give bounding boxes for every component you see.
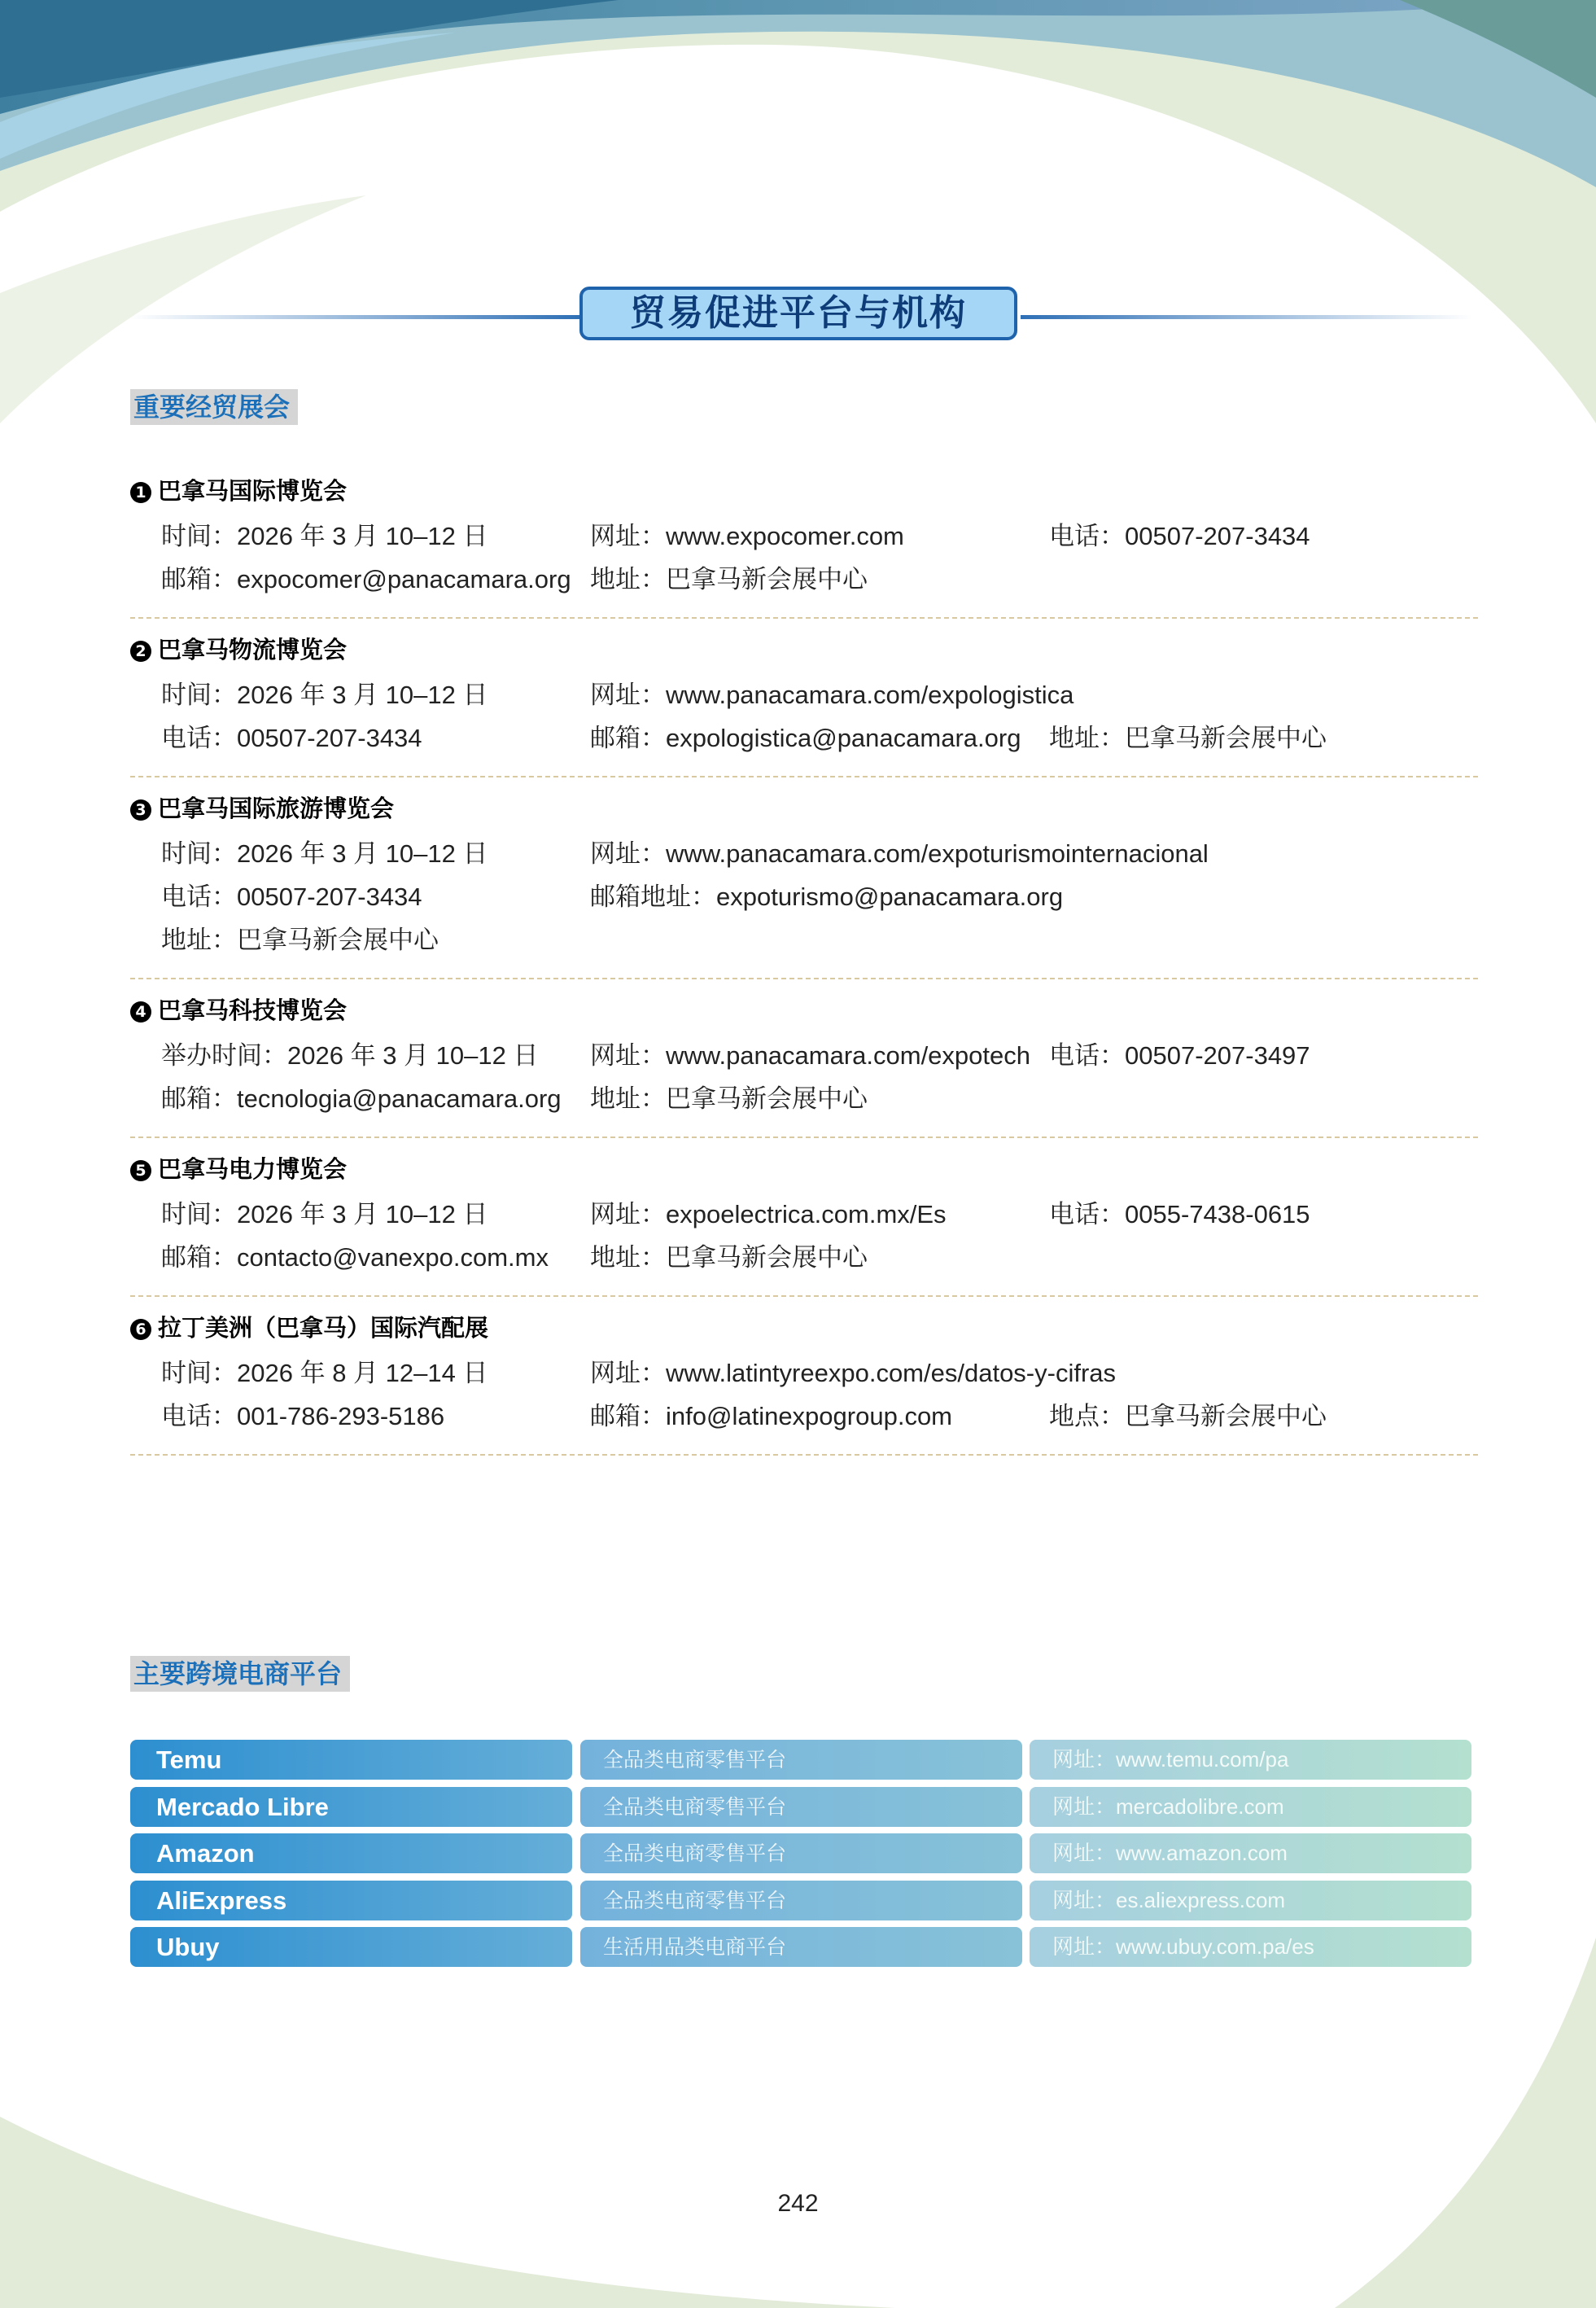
expo-title bbox=[130, 467, 1478, 515]
expo-info-field: 网址：www.expocomer.com bbox=[590, 522, 904, 550]
platform-row bbox=[130, 1787, 1471, 1827]
expo-name: 巴拿马电力博览会 bbox=[158, 1155, 348, 1183]
expo-info-field: 邮箱：tecnologia@panacamara.org bbox=[161, 1084, 562, 1113]
expo-list bbox=[130, 467, 1478, 1456]
platform-table bbox=[130, 1740, 1471, 1974]
expo-number-badge: 3 bbox=[130, 799, 151, 821]
expo-info-row bbox=[130, 918, 1478, 961]
expo-name: 巴拿马物流博览会 bbox=[158, 636, 348, 663]
platform-name: Ubuy bbox=[130, 1927, 572, 1967]
expo-info-field: 地址：巴拿马新会展中心 bbox=[590, 565, 868, 593]
expo-info-row bbox=[130, 515, 1478, 558]
expo-info-row bbox=[130, 875, 1478, 918]
section-heading-expos: 重要经贸展会 bbox=[130, 389, 298, 425]
expo-info-field: 电话：00507-207-3497 bbox=[1049, 1041, 1310, 1070]
platform-row bbox=[130, 1740, 1471, 1780]
expo-info-field: 电话：00507-207-3434 bbox=[1049, 522, 1310, 550]
expo-title bbox=[130, 1145, 1478, 1193]
expo-info-field: 网址：www.panacamara.com/expotech bbox=[590, 1041, 1031, 1070]
expo-info-field: 地址：巴拿马新会展中心 bbox=[590, 1243, 868, 1272]
expo-info-field: 电话：0055-7438-0615 bbox=[1049, 1200, 1310, 1228]
expo-info-row bbox=[130, 673, 1478, 716]
expo-info-field: 电话：00507-207-3434 bbox=[161, 724, 422, 752]
platform-type: 生活用品类电商平台 bbox=[580, 1927, 1022, 1967]
platform-url: 网址：es.aliexpress.com bbox=[1030, 1881, 1471, 1920]
expo-entry bbox=[130, 987, 1478, 1138]
expo-info-field: 邮箱地址：expoturismo@panacamara.org bbox=[590, 882, 1064, 911]
expo-info-row bbox=[130, 716, 1478, 760]
expo-entry bbox=[130, 785, 1478, 979]
expo-number-badge: 2 bbox=[130, 641, 151, 662]
expo-info-field: 时间：2026 年 8 月 12–14 日 bbox=[161, 1359, 488, 1387]
platform-type: 全品类电商零售平台 bbox=[580, 1833, 1022, 1873]
platform-name: Temu bbox=[130, 1740, 572, 1780]
expo-info-field: 网址：www.latintyreexpo.com/es/datos-y-cifras bbox=[590, 1359, 1117, 1387]
expo-title bbox=[130, 987, 1478, 1034]
expo-info-field: 电话：00507-207-3434 bbox=[161, 882, 422, 911]
expo-info-field: 举办时间：2026 年 3 月 10–12 日 bbox=[161, 1041, 539, 1070]
expo-number-badge: 1 bbox=[130, 482, 151, 503]
platform-name: Amazon bbox=[130, 1833, 572, 1873]
expo-info-row bbox=[130, 1193, 1478, 1236]
page-title: 贸易促进平台与机构 bbox=[579, 287, 1017, 340]
expo-name: 拉丁美洲（巴拿马）国际汽配展 bbox=[158, 1314, 489, 1342]
expo-info-field: 时间：2026 年 3 月 10–12 日 bbox=[161, 1200, 488, 1228]
expo-info-field: 网址：expoelectrica.com.mx/Es bbox=[590, 1200, 947, 1228]
expo-title bbox=[130, 626, 1478, 673]
expo-info-field: 邮箱：expologistica@panacamara.org bbox=[590, 724, 1021, 752]
expo-info-row bbox=[130, 1395, 1478, 1438]
expo-info-field: 网址：www.panacamara.com/expologistica bbox=[590, 681, 1074, 709]
expo-info-row bbox=[130, 1236, 1478, 1279]
platform-type: 全品类电商零售平台 bbox=[580, 1881, 1022, 1920]
expo-info-row bbox=[130, 1077, 1478, 1120]
page-title-banner bbox=[130, 287, 1473, 347]
platform-url: 网址：www.temu.com/pa bbox=[1030, 1740, 1471, 1780]
platform-name: AliExpress bbox=[130, 1881, 572, 1920]
page-number: 242 bbox=[777, 2190, 819, 2217]
expo-name: 巴拿马国际旅游博览会 bbox=[158, 795, 395, 822]
expo-info-field: 时间：2026 年 3 月 10–12 日 bbox=[161, 522, 488, 550]
title-divider-left bbox=[130, 315, 579, 319]
platform-row bbox=[130, 1833, 1471, 1873]
expo-info-row bbox=[130, 832, 1478, 875]
expo-info-row bbox=[130, 1351, 1478, 1395]
section-heading-platforms: 主要跨境电商平台 bbox=[130, 1656, 350, 1692]
platform-row bbox=[130, 1927, 1471, 1967]
platform-url: 网址：mercadolibre.com bbox=[1030, 1787, 1471, 1827]
expo-info-field: 邮箱：contacto@vanexpo.com.mx bbox=[161, 1243, 549, 1272]
expo-number-badge: 4 bbox=[130, 1001, 151, 1023]
platform-url: 网址：www.amazon.com bbox=[1030, 1833, 1471, 1873]
expo-info-field: 邮箱：expocomer@panacamara.org bbox=[161, 565, 571, 593]
title-divider-right bbox=[1021, 315, 1473, 319]
expo-info-field: 时间：2026 年 3 月 10–12 日 bbox=[161, 839, 488, 868]
expo-info-field: 地址：巴拿马新会展中心 bbox=[161, 926, 439, 954]
platform-name: Mercado Libre bbox=[130, 1787, 572, 1827]
expo-number-badge: 5 bbox=[130, 1160, 151, 1181]
expo-entry bbox=[130, 1145, 1478, 1297]
expo-info-field: 地址：巴拿马新会展中心 bbox=[1049, 724, 1327, 752]
expo-title bbox=[130, 785, 1478, 832]
expo-info-field: 电话：001-786-293-5186 bbox=[161, 1402, 445, 1430]
expo-info-row bbox=[130, 558, 1478, 601]
expo-info-field: 地址：巴拿马新会展中心 bbox=[590, 1084, 868, 1113]
expo-info-field: 网址：www.panacamara.com/expoturismointernacional bbox=[590, 839, 1209, 868]
expo-name: 巴拿马国际博览会 bbox=[158, 477, 348, 505]
expo-info-field: 时间：2026 年 3 月 10–12 日 bbox=[161, 681, 488, 709]
platform-row bbox=[130, 1881, 1471, 1920]
platform-type: 全品类电商零售平台 bbox=[580, 1740, 1022, 1780]
expo-entry bbox=[130, 1304, 1478, 1456]
expo-info-field: 邮箱：info@latinexpogroup.com bbox=[590, 1402, 953, 1430]
platform-type: 全品类电商零售平台 bbox=[580, 1787, 1022, 1827]
expo-name: 巴拿马科技博览会 bbox=[158, 996, 348, 1024]
expo-info-row bbox=[130, 1034, 1478, 1077]
expo-info-field: 地点：巴拿马新会展中心 bbox=[1049, 1402, 1327, 1430]
platform-url: 网址：www.ubuy.com.pa/es bbox=[1030, 1927, 1471, 1967]
expo-entry bbox=[130, 626, 1478, 777]
expo-entry bbox=[130, 467, 1478, 619]
expo-title bbox=[130, 1304, 1478, 1351]
expo-number-badge: 6 bbox=[130, 1319, 151, 1340]
